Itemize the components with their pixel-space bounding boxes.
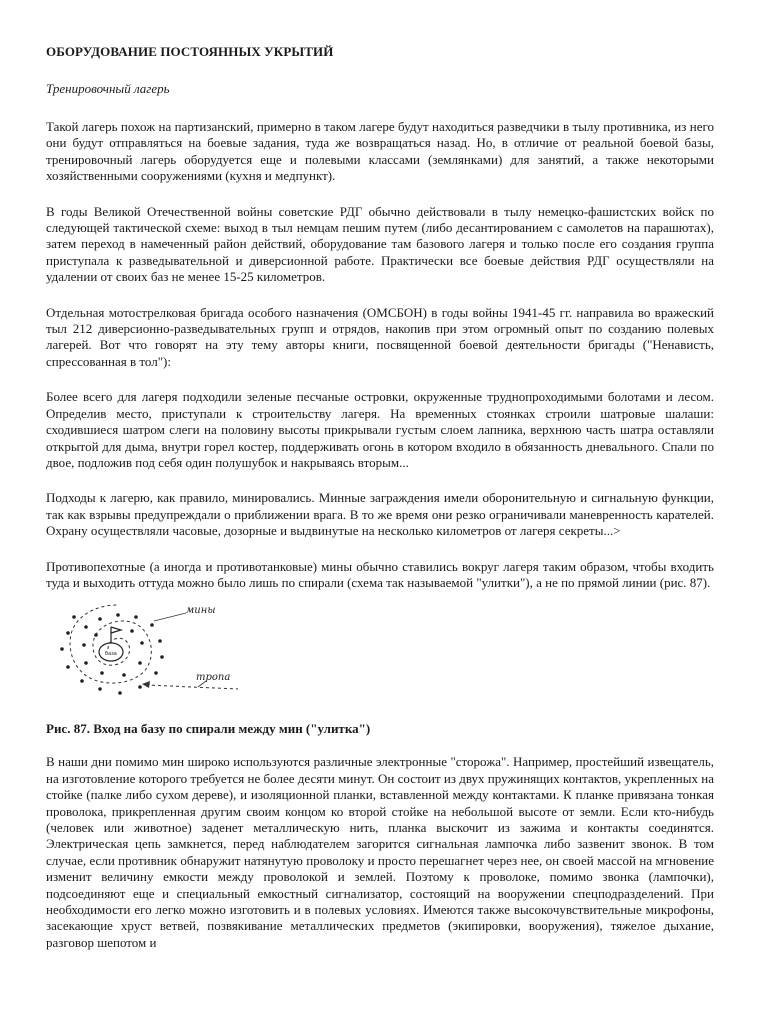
spiral-diagram — [48, 597, 258, 707]
body-text-continued — [46, 754, 714, 951]
document-title: ОБОРУДОВАНИЕ ПОСТОЯННЫХ УКРЫТИЙ — [46, 44, 334, 59]
paragraph-3: Отдельная мотострелковая бригада особого назначения (ОМСБОН) в годы войны 1941-45 гг. направила во вражеский тыл 212 диверсионно-разведывательных групп и отрядов, накопив при этом огромный опыт по созданию полевых лагерей. Вот что говорят на эту тему авторы книги, посвященной боевой деятельности бригады ("Ненависть, спрессованная в тол"): — [46, 304, 714, 369]
paragraph-7: В наши дни помимо мин широко используются различные электронные "сторожа". Например, простейший извещатель, на изготовление которого требуется не более десяти минут. Он состоит из двух пружинящих контактов, укрепленных на стойке (палке либо сухом дереве), и изоляционной планки, вставленной между контактами. К планке привязана тонкая проволока, прикрепленная другим своим концом ко второй стойке на небольшой высоте от земли. Если кто-нибудь (человек или животное) заденет металлическую нить, планка выскочит из зажима и контакты соединятся. Электрическая цепь замкнется, перед наблюдателем загорится сигнальная лампочка либо зазвенит звонок. В том случае, если противник обнаружит натянутую проволоку и просто перешагнет через нее, он своей массой на мгновение изменит величину емкости между проволокой и землей. Поэтому к проволоке, помимо звонка (лампочки), подсоединяют еще и специальный емкостный сигнализатор, состоящий на вооружении спецподразделений. При необходимости его легко можно изготовить и в полевых условиях. Имеются также высокочувствительные микрофоны, засекающие хруст ветвей, позвякивание металлических предметов (экипировки, вооружения), тяжелое дыхание, разговор шепотом и — [46, 754, 714, 950]
paragraph-6: Противопехотные (а иногда и противотанковые) мины обычно ставились вокруг лагеря таким образом, чтобы входить туда и выходить оттуда можно было лишь по спирали (схема так называемой "улитки"), а не по прямой линии (рис. 87). — [46, 558, 714, 590]
mines-leader-line — [154, 613, 186, 621]
figure-caption: Рис. 87. Вход на базу по спирали между мин ("улитка") — [46, 721, 371, 737]
label-path: тропа — [196, 672, 231, 684]
document-page — [46, 44, 714, 951]
section-subtitle: Тренировочный лагерь — [46, 81, 170, 96]
spiral-minefield-figure — [48, 597, 258, 707]
paragraph-2: В годы Великой Отечественной войны советские РДГ обычно действовали в тылу немецко-фашистских войск по следующей тактической схеме: выход в тыл немцам пешим путем (либо десантированием с самолетов на парашютах), затем переход в намеченный район действий, оборудование там базового лагеря и только после его создания группа приступала к разведывательной и диверсионной работе. Практически все боевые действия РДГ осуществляли на удалении от своих баз не менее 15-25 километров. — [46, 203, 714, 285]
paragraph-1: Такой лагерь похож на партизанский, примерно в таком лагере будут находиться разведчики в тылу противника, из него они будут отправляться на боевые задания, туда же возвращаться назад. Но, в отличие от реальной боевой базы, тренировочный лагерь оборудуется еще и полевыми классами (землянками) для занятий, а также некоторыми хозяйственными сооружениями (кухня и медпункт). — [46, 119, 714, 184]
label-mines: мины — [186, 605, 216, 617]
paragraph-4: Более всего для лагеря подходили зеленые песчаные островки, окруженные труднопроходимыми болотами и лесом. Определив место, приступали к строительству лагеря. На временных стоянках строили шатровые шалаши: сходившиеся шатром слеги на половину высоты прикрывали густым слоем лапника, верхнюю часть шатра оставляли открытой для дыма, внутри горел костер, поддерживать огонь в котором входило в обязанность дневального. Спали по двое, подложив под себя один полушубок и накрываясь вторым... — [46, 389, 714, 470]
body-text — [46, 119, 714, 591]
label-base: база — [105, 651, 117, 658]
path-arrow — [142, 681, 150, 688]
paragraph-5: Подходы к лагерю, как правило, минировались. Минные заграждения имели оборонительную и сигнальную функции, так как взрывы предупреждали о приближении врага. В то же время они резко ограничивали маневренность карателей. Охрану осуществляли часовые, дозорные и выдвинутые на несколько километров от лагеря секреты...> — [46, 490, 714, 539]
